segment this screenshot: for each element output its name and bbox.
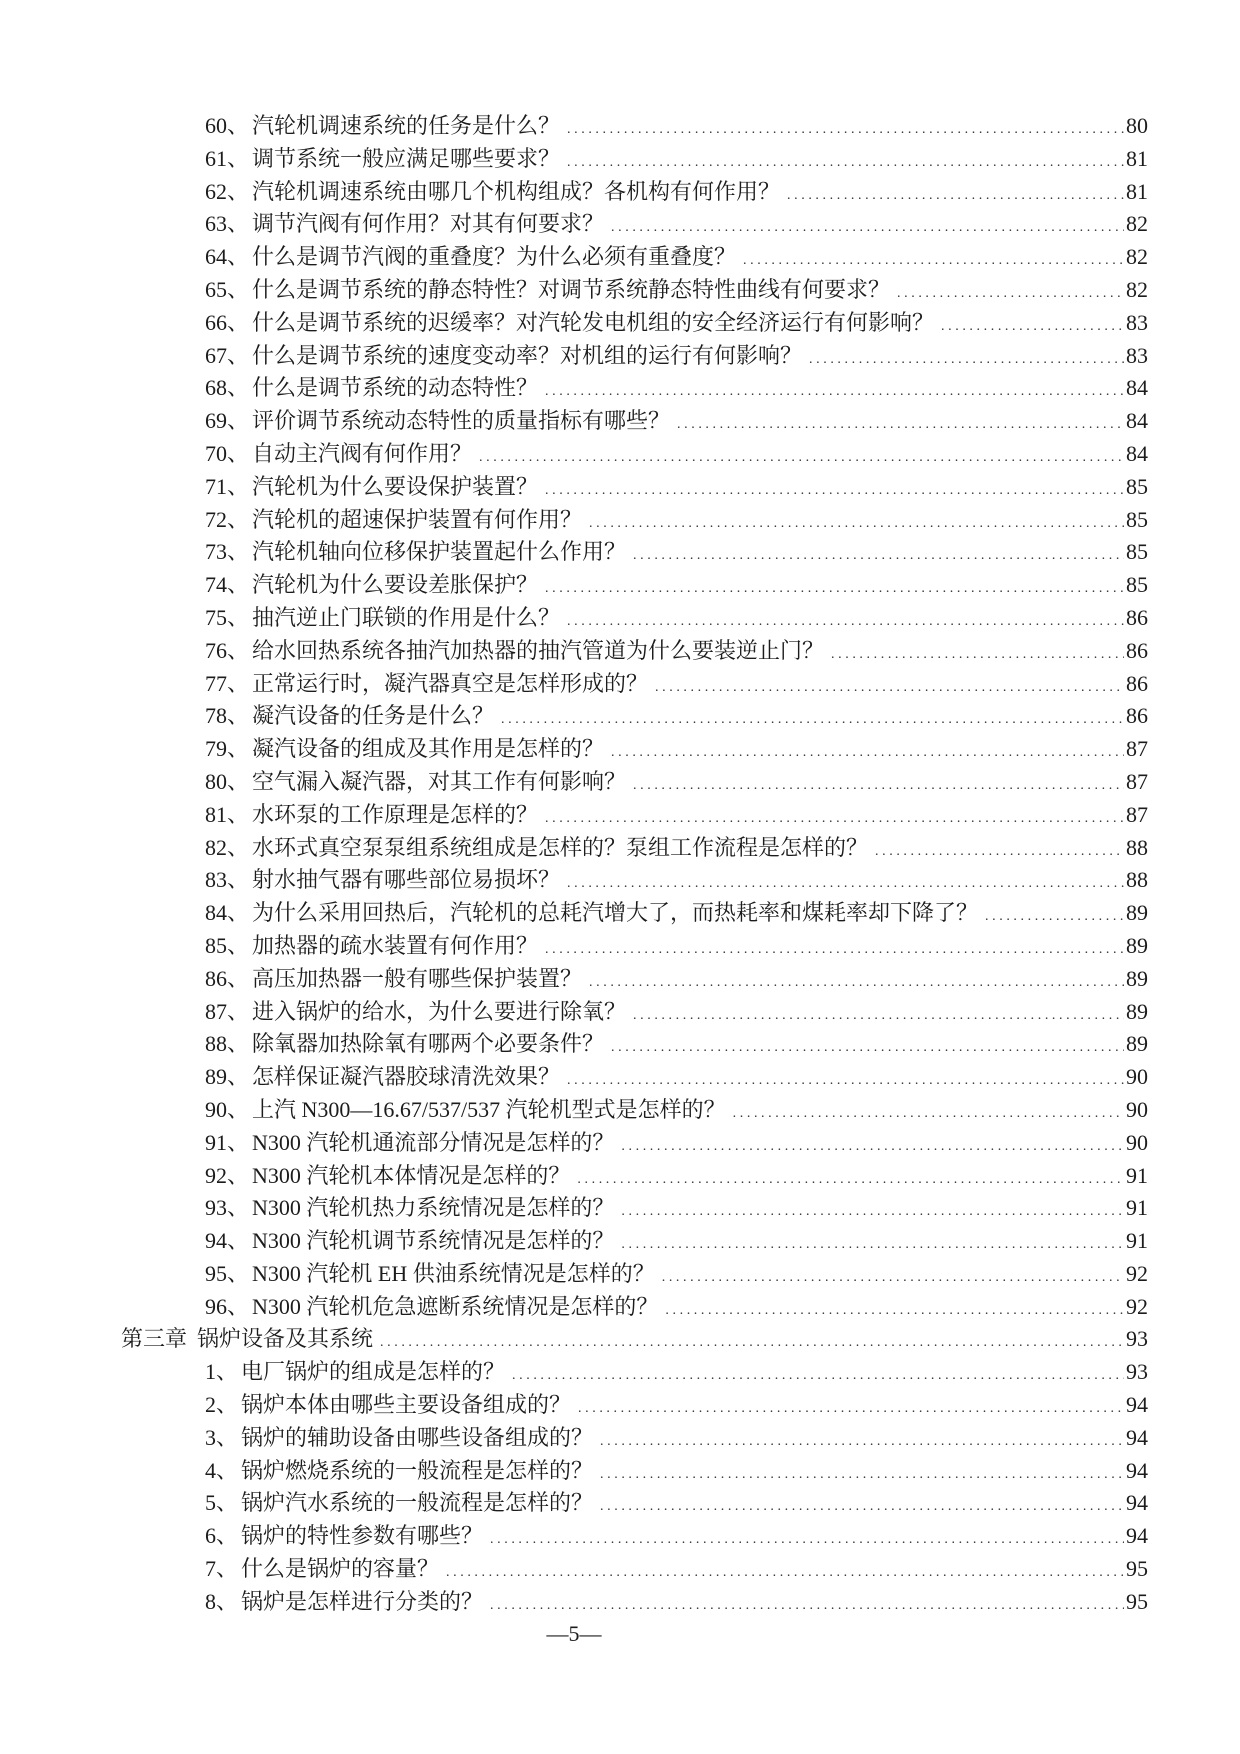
toc-entry [0, 536, 1148, 569]
toc-entry-title: 汽轮机为什么要设差胀保护？ [252, 572, 539, 598]
toc-entry-page: 85 [1126, 572, 1148, 598]
toc-entry [0, 963, 1148, 996]
toc-entry [0, 864, 1148, 897]
toc-entry [0, 1258, 1148, 1291]
toc-entry-number: 81、 [205, 801, 250, 827]
dot-leader [875, 836, 1124, 869]
toc-entry-title: 射水抽气器有哪些部位易损坏？ [252, 867, 561, 893]
toc-entry-title: 凝汽设备的任务是什么？ [252, 703, 495, 729]
toc-entry-number: 7、 [205, 1556, 239, 1582]
toc-entry-title: 汽轮机为什么要设保护装置？ [252, 473, 539, 499]
toc-entry [0, 1061, 1148, 1094]
toc-entry-title: 正常运行时，凝汽器真空是怎样形成的？ [252, 670, 649, 696]
toc-entry-page: 87 [1126, 736, 1148, 762]
toc-entry-title: 汽轮机的超速保护装置有何作用？ [252, 506, 583, 532]
toc-entry [0, 1422, 1148, 1455]
toc-entry-page: 83 [1126, 309, 1148, 335]
toc-entry-number: 94、 [205, 1228, 250, 1254]
toc-entry [0, 1356, 1148, 1389]
toc-entry-title: N300 汽轮机调节系统情况是怎样的？ [252, 1228, 615, 1254]
toc-entry-number: 71、 [205, 473, 250, 499]
dot-leader [545, 934, 1124, 967]
dot-leader [677, 409, 1124, 442]
toc-entry [0, 208, 1148, 241]
toc-entry [0, 1553, 1148, 1586]
toc-entry [0, 569, 1148, 602]
toc-entry-title: 调节系统一般应满足哪些要求？ [252, 145, 561, 171]
toc-entry [0, 602, 1148, 635]
toc-entry-number: 88、 [205, 1031, 250, 1057]
toc-entry [0, 340, 1148, 373]
toc-entry [0, 1455, 1148, 1488]
toc-entry [0, 766, 1148, 799]
toc-entry [0, 1127, 1148, 1160]
toc-chapter-entry [0, 1323, 1148, 1356]
toc-entry-number: 1、 [205, 1359, 239, 1385]
toc-entry-page: 84 [1126, 440, 1148, 466]
toc-entry-number: 74、 [205, 572, 250, 598]
toc-entry-number: 91、 [205, 1129, 250, 1155]
toc-entry-title: 锅炉汽水系统的一般流程是怎样的？ [241, 1490, 594, 1516]
toc-entry-number: 70、 [205, 440, 250, 466]
toc-entry [0, 700, 1148, 733]
toc-entry-page: 94 [1126, 1523, 1148, 1549]
toc-entry-number: 85、 [205, 932, 250, 958]
toc-entry-title: 凝汽设备的组成及其作用是怎样的？ [252, 736, 605, 762]
toc-entry-title: 锅炉的辅助设备由哪些设备组成的？ [241, 1424, 594, 1450]
toc-entry [0, 1225, 1148, 1258]
dot-leader [490, 1524, 1124, 1557]
dot-leader [578, 1393, 1124, 1426]
toc-entry-page: 93 [1126, 1359, 1148, 1385]
dot-leader [589, 508, 1124, 541]
toc-entry-number: 68、 [205, 375, 250, 401]
toc-entry-number: 3、 [205, 1424, 239, 1450]
toc-entry [0, 733, 1148, 766]
dot-leader [600, 1426, 1124, 1459]
dot-leader [985, 901, 1124, 934]
toc-entry-title: 锅炉设备及其系统 [197, 1326, 374, 1352]
toc-entry-title: 怎样保证凝汽器胶球清洗效果？ [252, 1064, 561, 1090]
toc-entry-title: 高压加热器一般有哪些保护装置？ [252, 965, 583, 991]
toc-entry [0, 176, 1148, 209]
dot-leader [733, 1098, 1124, 1131]
toc-entry-title: 电厂锅炉的组成是怎样的？ [241, 1359, 506, 1385]
toc-entry-title: 调节汽阀有何作用？对其有何要求？ [252, 211, 605, 237]
toc-entry-page: 92 [1126, 1260, 1148, 1286]
toc-entry-page: 86 [1126, 670, 1148, 696]
toc-entry [0, 1487, 1148, 1520]
toc-entry-page: 92 [1126, 1293, 1148, 1319]
dot-leader [545, 475, 1124, 508]
dot-leader [611, 737, 1124, 770]
dot-leader [809, 344, 1124, 377]
toc-entry-title: N300 汽轮机 EH 供油系统情况是怎样的？ [252, 1260, 655, 1286]
toc-entry-title: 锅炉本体由哪些主要设备组成的？ [241, 1392, 572, 1418]
dot-leader [611, 1032, 1124, 1065]
toc-entry-title: 评价调节系统动态特性的质量指标有哪些？ [252, 408, 671, 434]
dot-leader [567, 114, 1124, 147]
toc-entry-title: N300 汽轮机危急遮断系统情况是怎样的？ [252, 1293, 659, 1319]
toc-entry-title: 为什么采用回热后，汽轮机的总耗汽增大了，而热耗率和煤耗率却下降了？ [252, 900, 979, 926]
toc-entry-page: 83 [1126, 342, 1148, 368]
toc-entry [0, 897, 1148, 930]
toc-entry-page: 85 [1126, 473, 1148, 499]
toc-entry [0, 471, 1148, 504]
page-number-footer: —5— [546, 1621, 602, 1646]
toc-entry-number: 75、 [205, 604, 250, 630]
toc-entry [0, 241, 1148, 274]
toc-entry [0, 1291, 1148, 1324]
toc-entry [0, 1094, 1148, 1127]
toc-entry-page: 81 [1126, 178, 1148, 204]
toc-entry-page: 90 [1126, 1096, 1148, 1122]
toc-entry-title: 自动主汽阀有何作用？ [252, 440, 473, 466]
toc-entry-page: 94 [1126, 1490, 1148, 1516]
dot-leader [621, 1229, 1124, 1262]
toc-entry-number: 76、 [205, 637, 250, 663]
toc-entry-number: 72、 [205, 506, 250, 532]
dot-leader [662, 1262, 1124, 1295]
toc-entry [0, 504, 1148, 537]
toc-entry-page: 88 [1126, 867, 1148, 893]
toc-entry-page: 90 [1126, 1064, 1148, 1090]
toc-entry-number: 66、 [205, 309, 250, 335]
toc-entry-page: 84 [1126, 408, 1148, 434]
toc-entry [0, 1192, 1148, 1225]
toc-entry-number: 67、 [205, 342, 250, 368]
dot-leader [600, 1459, 1124, 1492]
toc-entry-number: 第三章 [121, 1326, 188, 1352]
toc-entry [0, 1028, 1148, 1061]
toc-entry-page: 94 [1126, 1424, 1148, 1450]
toc-entry-number: 77、 [205, 670, 250, 696]
toc-entry-page: 87 [1126, 768, 1148, 794]
toc-entry-page: 89 [1126, 932, 1148, 958]
toc-entry-page: 93 [1126, 1326, 1148, 1352]
dot-leader [665, 1295, 1124, 1328]
toc-entry [0, 832, 1148, 865]
dot-leader [633, 770, 1124, 803]
toc-entry [0, 438, 1148, 471]
dot-leader [621, 1196, 1124, 1229]
toc-entry-page: 82 [1126, 211, 1148, 237]
toc-entry-number: 73、 [205, 539, 250, 565]
toc-entry-page: 82 [1126, 276, 1148, 302]
toc-entry-page: 91 [1126, 1228, 1148, 1254]
toc-entry [0, 110, 1148, 143]
toc-entry-title: 汽轮机调速系统的任务是什么？ [252, 113, 561, 138]
toc-entry-number: 62、 [205, 178, 250, 204]
toc-entry-title: 给水回热系统各抽汽加热器的抽汽管道为什么要装逆止门？ [252, 637, 825, 663]
toc-entry-page: 89 [1126, 965, 1148, 991]
toc-entry-page: 91 [1126, 1162, 1148, 1188]
toc-entry-number: 6、 [205, 1523, 239, 1549]
dot-leader [589, 967, 1124, 1000]
toc-entry-number: 61、 [205, 145, 250, 171]
dot-leader [633, 540, 1124, 573]
toc-entry-page: 88 [1126, 834, 1148, 860]
toc-entry-page: 95 [1126, 1588, 1148, 1614]
toc-entry-page: 85 [1126, 539, 1148, 565]
toc-entry [0, 799, 1148, 832]
toc-entry-page: 84 [1126, 375, 1148, 401]
toc-entry-number: 69、 [205, 408, 250, 434]
toc-entry-page: 82 [1126, 244, 1148, 270]
toc-entry-page: 91 [1126, 1195, 1148, 1221]
dot-leader [941, 311, 1124, 344]
toc-entry-title: 锅炉是怎样进行分类的？ [241, 1588, 484, 1614]
toc-entry-page: 80 [1126, 113, 1148, 138]
dot-leader [600, 1491, 1124, 1524]
toc-entry-title: N300 汽轮机通流部分情况是怎样的？ [252, 1129, 615, 1155]
toc-entry-page: 94 [1126, 1457, 1148, 1483]
toc-entry [0, 143, 1148, 176]
toc-entry-title: 什么是调节汽阀的重叠度？为什么必须有重叠度？ [252, 244, 737, 270]
toc-entry [0, 668, 1148, 701]
toc-entry-number: 2、 [205, 1392, 239, 1418]
toc-entry-number: 93、 [205, 1195, 250, 1221]
toc-entry-number: 96、 [205, 1293, 250, 1319]
toc-entry [0, 1160, 1148, 1193]
toc-entry [0, 996, 1148, 1029]
toc-entry-number: 89、 [205, 1064, 250, 1090]
toc-entry [0, 1586, 1148, 1619]
toc-entry-title: 锅炉的特性参数有哪些？ [241, 1523, 484, 1549]
toc-entry [0, 1520, 1148, 1553]
toc-entry [0, 635, 1148, 668]
toc-entry-title: 进入锅炉的给水，为什么要进行除氧？ [252, 998, 627, 1024]
toc-entry-page: 85 [1126, 506, 1148, 532]
toc-entry-number: 63、 [205, 211, 250, 237]
toc-entry-page: 87 [1126, 801, 1148, 827]
toc-entry-title: 抽汽逆止门联锁的作用是什么？ [252, 604, 561, 630]
toc-entry-title: 加热器的疏水装置有何作用？ [252, 932, 539, 958]
toc-entry-number: 87、 [205, 998, 250, 1024]
toc-entry-page: 86 [1126, 703, 1148, 729]
toc-entry-number: 4、 [205, 1457, 239, 1483]
toc-entry [0, 274, 1148, 307]
dot-leader [479, 442, 1124, 475]
toc-entry-title: N300 汽轮机本体情况是怎样的？ [252, 1162, 571, 1188]
toc-entry-number: 79、 [205, 736, 250, 762]
toc-entry-number: 83、 [205, 867, 250, 893]
toc-entry-number: 95、 [205, 1260, 250, 1286]
dot-leader [655, 672, 1124, 705]
table-of-contents [0, 110, 1148, 1619]
toc-entry-number: 78、 [205, 703, 250, 729]
toc-entry-title: 水环泵的工作原理是怎样的？ [252, 801, 539, 827]
toc-entry-page: 89 [1126, 1031, 1148, 1057]
toc-entry-title: 水环式真空泵泵组系统组成是怎样的？泵组工作流程是怎样的？ [252, 834, 869, 860]
toc-entry-title: 什么是调节系统的静态特性？对调节系统静态特性曲线有何要求？ [252, 276, 891, 302]
dot-leader [577, 1164, 1124, 1197]
toc-entry [0, 307, 1148, 340]
toc-entry-number: 64、 [205, 244, 250, 270]
toc-entry-title: 除氧器加热除氧有哪两个必要条件？ [252, 1031, 605, 1057]
toc-entry-page: 81 [1126, 145, 1148, 171]
dot-leader [512, 1360, 1124, 1393]
dot-leader [633, 1000, 1124, 1033]
toc-entry-page: 90 [1126, 1129, 1148, 1155]
toc-entry-title: 汽轮机调速系统由哪几个机构组成？各机构有何作用？ [252, 178, 781, 204]
dot-leader [831, 639, 1124, 672]
toc-entry-number: 84、 [205, 900, 250, 926]
toc-entry-title: 锅炉燃烧系统的一般流程是怎样的？ [241, 1457, 594, 1483]
toc-entry [0, 1389, 1148, 1422]
dot-leader [446, 1557, 1124, 1590]
toc-entry-title: 什么是调节系统的速度变动率？对机组的运行有何影响？ [252, 342, 803, 368]
toc-entry-number: 90、 [205, 1096, 250, 1122]
toc-entry-page: 86 [1126, 637, 1148, 663]
toc-entry-title: 汽轮机轴向位移保护装置起什么作用？ [252, 539, 627, 565]
toc-entry-page: 94 [1126, 1392, 1148, 1418]
toc-entry-number: 92、 [205, 1162, 250, 1188]
dot-leader [545, 573, 1124, 606]
toc-entry-page: 86 [1126, 604, 1148, 630]
toc-entry-title: N300 汽轮机热力系统情况是怎样的？ [252, 1195, 615, 1221]
toc-entry-page: 89 [1126, 900, 1148, 926]
toc-entry-number: 86、 [205, 965, 250, 991]
toc-entry-title: 什么是调节系统的迟缓率？对汽轮发电机组的安全经济运行有何影响？ [252, 309, 935, 335]
toc-entry-number: 8、 [205, 1588, 239, 1614]
toc-entry [0, 930, 1148, 963]
dot-leader [621, 1131, 1124, 1164]
toc-entry-number: 60、 [205, 113, 250, 138]
toc-entry-page: 89 [1126, 998, 1148, 1024]
toc-entry-title: 什么是锅炉的容量？ [241, 1556, 440, 1582]
toc-entry-title: 空气漏入凝汽器，对其工作有何影响？ [252, 768, 627, 794]
toc-entry [0, 372, 1148, 405]
toc-entry-number: 80、 [205, 768, 250, 794]
dot-leader [787, 180, 1124, 213]
toc-entry-page: 95 [1126, 1556, 1148, 1582]
toc-entry-title: 什么是调节系统的动态特性？ [252, 375, 539, 401]
toc-entry-number: 82、 [205, 834, 250, 860]
toc-entry-title: 上汽 N300—16.67/537/537 汽轮机型式是怎样的？ [252, 1096, 726, 1122]
toc-entry [0, 405, 1148, 438]
toc-entry-number: 5、 [205, 1490, 239, 1516]
toc-entry-number: 65、 [205, 276, 250, 302]
